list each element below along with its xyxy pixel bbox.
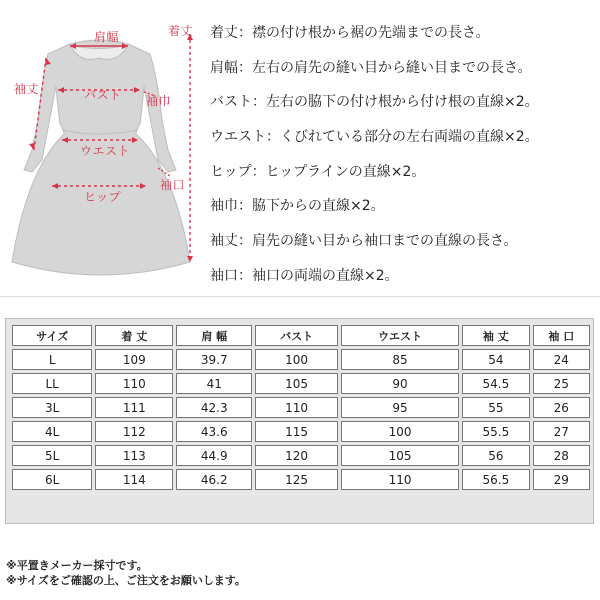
header-bust: バスト — [255, 325, 338, 346]
dress-measurement-diagram — [0, 0, 205, 290]
section-divider — [0, 296, 600, 297]
cell-bust: 110 — [255, 397, 338, 418]
cell-sleeve-length: 54.5 — [462, 373, 529, 394]
desc-sleeve-width: 袖巾：脇下からの直線×2。 — [210, 198, 385, 215]
cell-sleeve-length: 55 — [462, 397, 529, 418]
label-waist: ウエスト — [80, 144, 131, 158]
header-size: サイズ — [12, 325, 92, 346]
cell-size: 5L — [12, 445, 92, 466]
cell-waist: 100 — [341, 421, 459, 442]
measurement-descriptions — [210, 26, 598, 304]
cell-cuff: 25 — [533, 373, 590, 394]
desc-hip: ヒップ：ヒップラインの直線×2。 — [210, 163, 426, 180]
size-table — [9, 322, 593, 493]
desc-bust: バスト：左右の脇下の付け根から付け根の直線×2。 — [210, 94, 539, 111]
table-row — [12, 349, 590, 370]
cell-waist: 95 — [341, 397, 459, 418]
cell-bust: 105 — [255, 373, 338, 394]
desc-length: 着丈：襟の付け根から裾の先端までの長さ。 — [210, 25, 490, 41]
table-row — [12, 445, 590, 466]
desc-shoulder: 肩幅：左右の肩先の縫い目から縫い目までの長さ。 — [210, 59, 532, 76]
cell-length: 110 — [95, 373, 173, 394]
cell-length: 109 — [95, 349, 173, 370]
cell-shoulder: 46.2 — [176, 469, 252, 490]
label-cuff: 袖口 — [160, 178, 186, 192]
cell-size: L — [12, 349, 92, 370]
label-bust: バスト — [84, 88, 122, 102]
cell-size: 3L — [12, 397, 92, 418]
cell-waist: 110 — [341, 469, 459, 490]
cell-length: 114 — [95, 469, 173, 490]
cell-shoulder: 43.6 — [176, 421, 252, 442]
table-header-row — [12, 325, 590, 346]
cell-size: 4L — [12, 421, 92, 442]
cell-length: 113 — [95, 445, 173, 466]
cell-shoulder: 44.9 — [176, 445, 252, 466]
label-sleeve-length: 袖丈 — [14, 82, 40, 96]
cell-sleeve-length: 56 — [462, 445, 529, 466]
label-hip: ヒップ — [84, 190, 122, 204]
desc-sleeve-length: 袖丈：肩先の縫い目から袖口までの直線の長さ。 — [210, 233, 518, 250]
label-shoulder: 肩幅 — [94, 30, 120, 44]
header-shoulder: 肩 幅 — [176, 325, 252, 346]
cell-length: 112 — [95, 421, 173, 442]
desc-cuff: 袖口：袖口の両端の直線×2。 — [210, 267, 399, 284]
cell-shoulder: 39.7 — [176, 349, 252, 370]
cell-cuff: 24 — [533, 349, 590, 370]
table-row — [12, 421, 590, 442]
cell-cuff: 28 — [533, 445, 590, 466]
table-row — [12, 373, 590, 394]
cell-size: LL — [12, 373, 92, 394]
note-confirm-size: ※サイズをご確認の上、ご注文をお願いします。 — [6, 574, 246, 587]
label-length: 着丈 — [168, 24, 194, 38]
table-row — [12, 397, 590, 418]
header-sleeve-length: 袖 丈 — [462, 325, 529, 346]
header-waist: ウエスト — [341, 325, 459, 346]
header-length: 着 丈 — [95, 325, 173, 346]
cell-waist: 105 — [341, 445, 459, 466]
cell-waist: 90 — [341, 373, 459, 394]
cell-sleeve-length: 55.5 — [462, 421, 529, 442]
note-measurement: ※平置きメーカー採寸です。 — [6, 559, 148, 572]
cell-shoulder: 41 — [176, 373, 252, 394]
cell-length: 111 — [95, 397, 173, 418]
desc-waist: ウエスト：くびれている部分の左右両端の直線×2。 — [210, 129, 539, 146]
cell-bust: 120 — [255, 445, 338, 466]
cell-cuff: 27 — [533, 421, 590, 442]
cell-size: 6L — [12, 469, 92, 490]
cell-sleeve-length: 56.5 — [462, 469, 529, 490]
cell-shoulder: 42.3 — [176, 397, 252, 418]
cell-bust: 115 — [255, 421, 338, 442]
cell-bust: 100 — [255, 349, 338, 370]
table-row — [12, 469, 590, 490]
cell-bust: 125 — [255, 469, 338, 490]
label-sleeve-width: 袖巾 — [146, 94, 172, 108]
cell-waist: 85 — [341, 349, 459, 370]
cell-cuff: 29 — [533, 469, 590, 490]
cell-sleeve-length: 54 — [462, 349, 529, 370]
notes — [6, 559, 246, 589]
header-cuff: 袖 口 — [533, 325, 590, 346]
cell-cuff: 26 — [533, 397, 590, 418]
size-table-container — [5, 318, 594, 524]
